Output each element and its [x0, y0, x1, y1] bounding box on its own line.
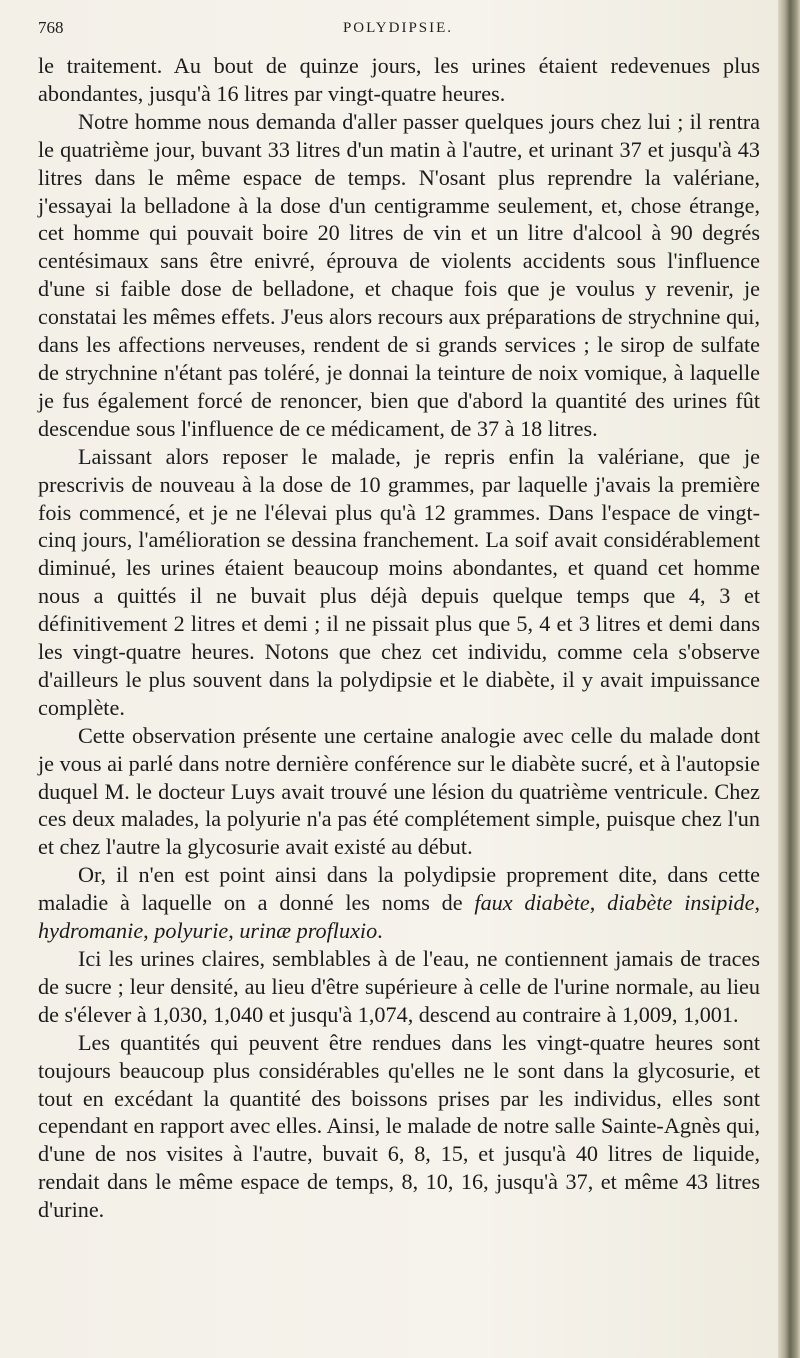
term-separator: ,	[589, 890, 608, 916]
running-title: POLYDIPSIE.	[342, 20, 454, 36]
term-diabete-insipide: diabète insipide	[607, 890, 755, 916]
page-header	[38, 14, 758, 44]
term-faux-diabete: faux diabète	[474, 890, 590, 916]
paragraph-6: Ici les urines claires, semblables à de l'eau, ne contiennent jamais de traces de sucre ; leur densité, au lieu d'être supérieure à celle de l'urine normale, au lieu de s'élever à 1,030, 1,040 et jusqu'à 1,074, descend au contraire à 1,009, 1,001.	[38, 946, 760, 1027]
paragraph-5	[38, 861, 760, 945]
paragraph-7: Les quantités qui peuvent être rendues dans les vingt-quatre heures sont toujours beaucoup plus considérables qu'elles ne le sont dans la glycosurie, et tout en excédant la quantité des boissons prises par les individus, elles sont cependant en rapport avec elles. Ainsi, le malade de notre salle Sainte-Agnès qui, d'une de nos visites à l'autre, buvait 6, 8, 15, et jusqu'à 40 litres de liquide, rendait dans le même espace de temps, 8, 10, 16, jusqu'à 37, et même 43 litres d'urine.	[38, 1029, 760, 1223]
paragraph-5-end: .	[377, 918, 383, 944]
page-body	[38, 52, 760, 1224]
term-urinae-profluxio: urinæ profluxio	[239, 918, 378, 944]
paragraph-2: Notre homme nous demanda d'aller passer quelques jours chez lui ; il rentra le quatrième jour, buvant 33 litres d'un matin à l'autre, et urinant 37 et jusqu'à 43 litres dans le même espace de temps. N'osant plus reprendre la valériane, j'essayai la belladone à la dose d'un centigramme seulement, et, chose étrange, cet homme qui pouvait boire 20 litres de vin et un litre d'alcool à 90 degrés centésimaux sans être enivré, éprouva de violents accidents sous l'influence d'une si faible dose de belladone, et chaque fois que je voulus y revenir, je constatai les mêmes effets. J'eus alors recours aux préparations de strychnine qui, dans les affections nerveuses, rendent de si grands services ; le sirop de sulfate de strychnine n'étant pas toléré, je donnai la teinture de noix vomique, à laquelle je fus également forcé de renoncer, bien que d'abord la quantité des urines fût descendue sous l'influence de ce médicament, de 37 à 18 litres.	[38, 108, 760, 441]
term-separator: ,	[754, 890, 761, 916]
term-separator: ,	[228, 918, 240, 944]
paragraph-1: le traitement. Au bout de quinze jours, les urines étaient redevenues plus abondantes, jusqu'à 16 litres par vingt-quatre heures.	[38, 53, 760, 106]
term-polyurie: polyurie	[154, 918, 229, 944]
page-binding-edge	[778, 0, 800, 1358]
paragraph-3: Laissant alors reposer le malade, je repris enfin la valériane, que je prescrivis de nouveau à la dose de 10 grammes, par laquelle j'avais la première fois commencé, et je ne l'élevai plus qu'à 12 grammes. Dans l'espace de vingt-cinq jours, l'amélioration se dessina franchement. La soif avait considérablement diminué, les urines étaient beaucoup moins abondantes, et quand cet homme nous a quittés il ne buvait plus déjà depuis quelque temps que 4, 3 et définitivement 2 litres et demi ; il ne pissait plus que 5, 4 et 3 litres et demi dans les vingt-quatre heures. Notons que chez cet individu, comme cela s'observe d'ailleurs le plus souvent dans la polydipsie et le diabète, il y avait impuissance complète.	[38, 443, 760, 720]
paragraph-4: Cette observation présente une certaine analogie avec celle du malade dont je vous ai parlé dans notre dernière conférence sur le diabète sucré, et à l'autopsie duquel M. le docteur Luys avait trouvé une lésion du quatrième ventricule. Chez ces deux malades, la polyurie n'a pas été complétement simple, puisque chez l'un et chez l'autre la glycosurie avait existé au début.	[38, 722, 760, 860]
paragraph-5-text: Or, il n'en est point ainsi dans la polydipsie proprement dite, dans cette maladie à laquelle on a donné les noms de	[38, 862, 760, 916]
term-separator: ,	[143, 918, 155, 944]
term-hydromanie: hydromanie	[38, 918, 144, 944]
page-number: 768	[38, 18, 64, 37]
